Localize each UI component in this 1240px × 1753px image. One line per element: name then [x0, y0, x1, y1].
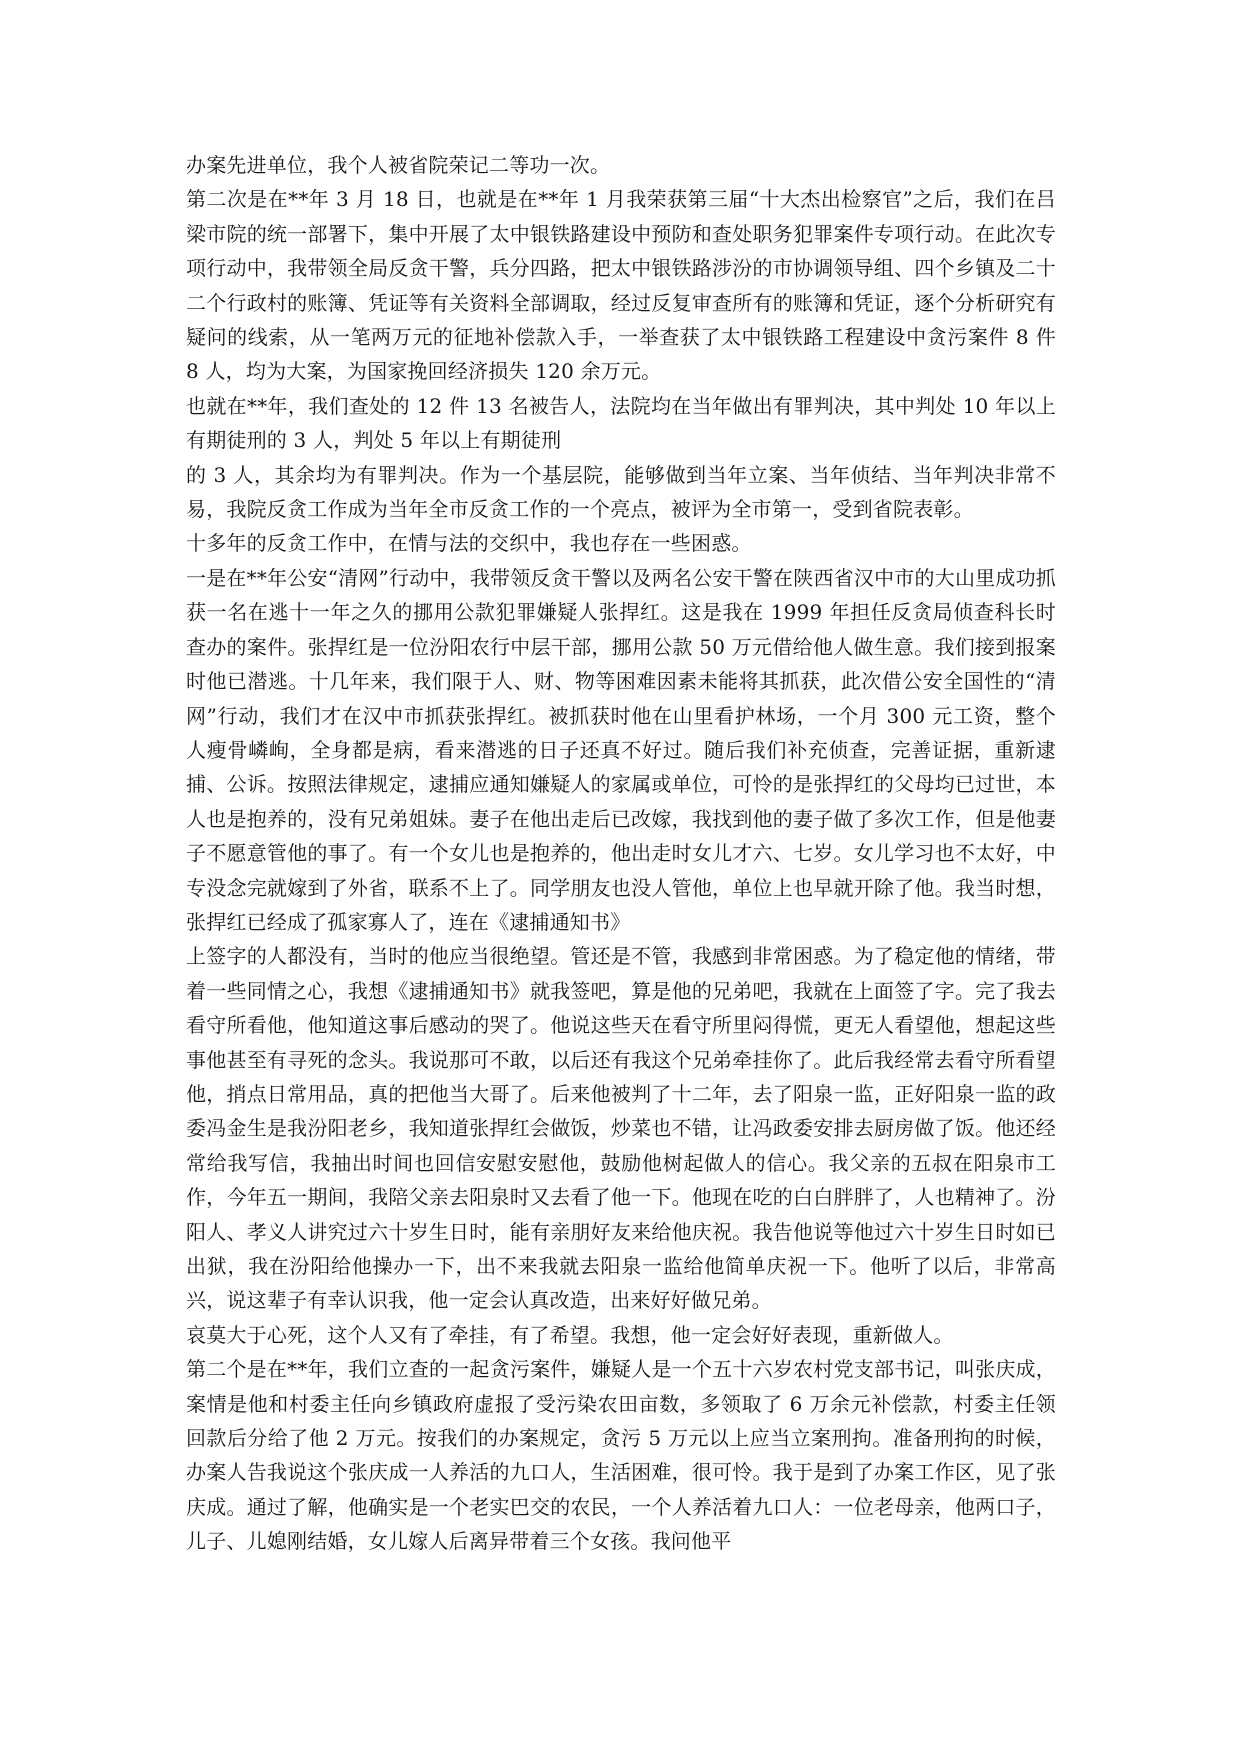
paragraph: 也就在**年，我们查处的 12 件 13 名被告人，法院均在当年做出有罪判决，其中判处 10 年以上有期徒刑的 3 人，判处 5 年以上有期徒刑 — [186, 393, 1056, 453]
document-body — [186, 148, 1056, 1559]
paragraph: 的 3 人，其余均为有罪判决。作为一个基层院，能够做到当年立案、当年侦结、当年判决非常不易，我院反贪工作成为当年全市反贪工作的一个亮点，被评为全市第一，受到省院表彰。 — [186, 462, 1056, 522]
paragraph: 第二次是在**年 3 月 18 日，也就是在**年 1 月我荣获第三届“十大杰出检察官”之后，我们在吕梁市院的统一部署下，集中开展了太中银铁路建设中预防和查处职务犯罪案件专项行动。在此次专项行动中，我带领全局反贪干警，兵分四路，把太中银铁路涉汾的市协调领导组、四个乡镇及二十二个行政村的账簿、凭证等有关资料全部调取，经过反复审查所有的账簿和凭证，逐个分析研究有疑问的线索，从一笔两万元的征地补偿款入手，一举查获了太中银铁路工程建设中贪污案件 8 件 8 人，均为大案，为国家挽回经济损失 120 余万元。 — [186, 187, 1056, 384]
paragraph: 上签字的人都没有，当时的他应当很绝望。管还是不管，我感到非常困惑。为了稳定他的情绪，带着一些同情之心，我想《逮捕通知书》就我签吧，算是他的兄弟吧，我就在上面签了字。完了我去看守所看他，他知道这事后感动的哭了。他说这些天在看守所里闷得慌，更无人看望他，想起这些事他甚至有寻死的念头。我说那可不敢，以后还有我这个兄弟牵挂你了。此后我经常去看守所看望他，捎点日常用品，真的把他当大哥了。后来他被判了十二年，去了阳泉一监，正好阳泉一监的政委冯金生是我汾阳老乡，我知道张捍红会做饭，炒菜也不错，让冯政委安排去厨房做了饭。他还经常给我写信，我抽出时间也回信安慰安慰他，鼓励他树起做人的信心。我父亲的五叔在阳泉市工作，今年五一期间，我陪父亲去阳泉时又去看了他一下。他现在吃的白白胖胖了，人也精神了。汾阳人、孝义人讲究过六十岁生日时，能有亲朋好友来给他庆祝。我告他说等他过六十岁生日时如已出狱，我在汾阳给他操办一下，出不来我就去阳泉一监给他简单庆祝一下。他听了以后，非常高兴，说这辈子有幸认识我，他一定会认真改造，出来好好做兄弟。 — [186, 944, 1056, 1313]
paragraph: 哀莫大于心死，这个人又有了牵挂，有了希望。我想，他一定会好好表现，重新做人。 — [186, 1322, 954, 1347]
paragraph: 十多年的反贪工作中，在情与法的交织中，我也存在一些困惑。 — [186, 531, 752, 556]
paragraph: 一是在**年公安“清网”行动中，我带领反贪干警以及两名公安干警在陕西省汉中市的大山里成功抓获一名在逃十一年之久的挪用公款犯罪嫌疑人张捍红。这是我在 1999 年担任反贪局侦查科长时查办的案件。张捍红是一位汾阳农行中层干部，挪用公款 50 万元借给他人做生意。我们接到报案时他已潜逃。十几年来，我们限于人、财、物等困难因素未能将其抓获，此次借公安全国性的“清网”行动，我们才在汉中市抓获张捍红。被抓获时他在山里看护林场，一个月 300 元工资，整个人瘦骨嶙峋，全身都是病，看来潜逃的日子还真不好过。随后我们补充侦查，完善证据，重新逮捕、公诉。按照法律规定，逮捕应通知嫌疑人的家属或单位，可怜的是张捍红的父母均已过世，本人也是抱养的，没有兄弟姐妹。妻子在他出走后已改嫁，我找到他的妻子做了多次工作，但是他妻子不愿意管他的事了。有一个女儿也是抱养的，他出走时女儿才六、七岁。女儿学习也不太好，中专没念完就嫁到了外省，联系不上了。同学朋友也没人管他，单位上也早就开除了他。我当时想，张捍红已经成了孤家寡人了，连在《逮捕通知书》 — [186, 565, 1056, 934]
paragraph: 办案先进单位，我个人被省院荣记二等功一次。 — [186, 153, 611, 177]
paragraph: 第二个是在**年，我们立查的一起贪污案件，嫌疑人是一个五十六岁农村党支部书记，叫张庆成，案情是他和村委主任向乡镇政府虚报了受污染农田亩数，多领取了 6 万余元补偿款，村委主任领回款后分给了他 2 万元。按我们的办案规定，贪污 5 万元以上应当立案刑拘。准备刑拘的时候，办案人告我说这个张庆成一人养活的九口人，生活困难，很可怜。我于是到了办案工作区，见了张庆成。通过了解，他确实是一个老实巴交的农民，一个人养活着九口人：一位老母亲，他两口子，儿子、儿媳刚结婚，女儿嫁人后离异带着三个女孩。我问他平 — [186, 1357, 1056, 1554]
